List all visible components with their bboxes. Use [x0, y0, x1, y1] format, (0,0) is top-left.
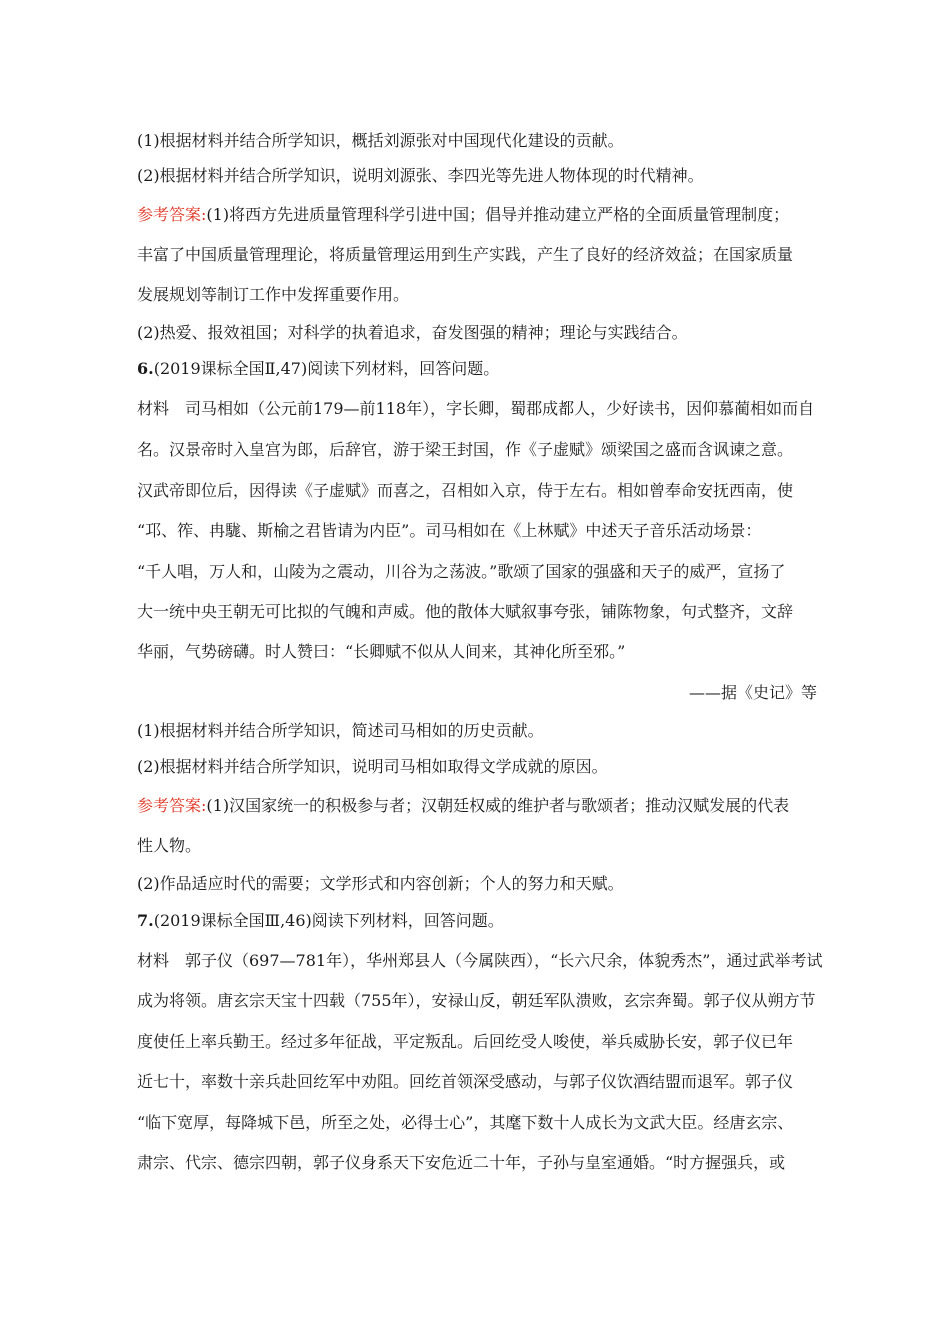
q6-answer-line: 性人物。: [137, 836, 202, 855]
q6-heading: [137, 358, 817, 380]
q7-material-line: “临下宽厚，每降城下邑，所至之处，必得士心”，其麾下数十人成长为文武大臣。经唐玄宗、: [137, 1113, 794, 1132]
question-number: 7.: [137, 911, 154, 930]
q7-material-line: 材料 郭子仪（697—781年），华州郑县人（今属陕西），“长六尺余，体貌秀杰”，通过武举考试: [137, 951, 823, 970]
answer-label: 参考答案:: [137, 205, 207, 224]
q5-answer-line: (2)热爱、报效祖国；对科学的执着追求，奋发图强的精神；理论与实践结合。: [137, 323, 688, 342]
q6-material-line: 大一统中央王朝无可比拟的气魄和声威。他的散体大赋叙事夸张，铺陈物象，句式整齐，文辞: [137, 602, 794, 621]
question-number: 6.: [137, 359, 154, 378]
question-heading-text: (2019课标全国Ⅲ,46)阅读下列材料，回答问题。: [153, 911, 504, 930]
q6-subquestion-1: (1)根据材料并结合所学知识，简述司马相如的历史贡献。: [137, 721, 544, 740]
answer-text: (1)将西方先进质量管理科学引进中国；倡导并推动建立严格的全面质量管理制度；: [206, 205, 790, 224]
q7-material-line: 近七十，率数十亲兵赴回纥军中劝阻。回纥首领深受感动，与郭子仪饮酒结盟而退军。郭子仪: [137, 1072, 794, 1091]
q5-answer-line: 丰富了中国质量管理理论，将质量管理运用到生产实践，产生了良好的经济效益；在国家质量: [137, 245, 794, 264]
q6-material-line: “邛、筰、冉駹、斯榆之君皆请为内臣”。司马相如在《上林赋》中述天子音乐活动场景：: [137, 521, 762, 540]
q6-subquestion-2: (2)根据材料并结合所学知识，说明司马相如取得文学成就的原因。: [137, 757, 608, 776]
q5-answer-line: [137, 204, 817, 226]
q6-material-line: 汉武帝即位后，因得读《子虚赋》而喜之，召相如入京，侍于左右。相如曾奉命安抚西南，使: [137, 481, 794, 500]
q5-subquestion-1: (1)根据材料并结合所学知识，概括刘源张对中国现代化建设的贡献。: [137, 131, 624, 150]
answer-label: 参考答案:: [137, 796, 207, 815]
q5-answer-line: 发展规划等制订工作中发挥重要作用。: [137, 285, 410, 304]
q6-material-line: 名。汉景帝时入皇宫为郎，后辞官，游于梁王封国，作《子虚赋》颂梁国之盛而含讽谏之意。: [137, 440, 794, 459]
question-heading-text: (2019课标全国Ⅱ,47)阅读下列材料，回答问题。: [153, 359, 500, 378]
q6-material-line: 材料 司马相如（公元前179—前118年），字长卿，蜀郡成都人，少好读书，因仰慕蔺相如而自: [137, 399, 815, 418]
q6-material-line: 华丽，气势磅礴。时人赞曰：“长卿赋不似从人间来，其神化所至邪。”: [137, 642, 626, 661]
q6-answer-line: (2)作品适应时代的需要；文学形式和内容创新；个人的努力和天赋。: [137, 874, 624, 893]
q7-heading: [137, 910, 817, 932]
q7-material-line: 肃宗、代宗、德宗四朝，郭子仪身系天下安危近二十年，子孙与皇室通婚。“时方握强兵，或: [137, 1153, 786, 1172]
q6-source-citation: ——据《史记》等: [688, 683, 817, 702]
q5-subquestion-2: (2)根据材料并结合所学知识，说明刘源张、李四光等先进人物体现的时代精神。: [137, 166, 704, 185]
q6-material-line: “千人唱，万人和，山陵为之震动，川谷为之荡波。”歌颂了国家的强盛和天子的威严，宣扬了: [137, 562, 786, 581]
q6-answer-line: [137, 795, 817, 817]
answer-text: (1)汉国家统一的积极参与者；汉朝廷权威的维护者与歌颂者；推动汉赋发展的代表: [206, 796, 790, 815]
q7-material-line: 度使任上率兵勤王。经过多年征战，平定叛乱。后回纥受人唆使，举兵威胁长安，郭子仪已年: [137, 1032, 794, 1051]
q7-material-line: 成为将领。唐玄宗天宝十四载（755年），安禄山反，朝廷军队溃败，玄宗奔蜀。郭子仪从朔方节: [137, 991, 816, 1010]
